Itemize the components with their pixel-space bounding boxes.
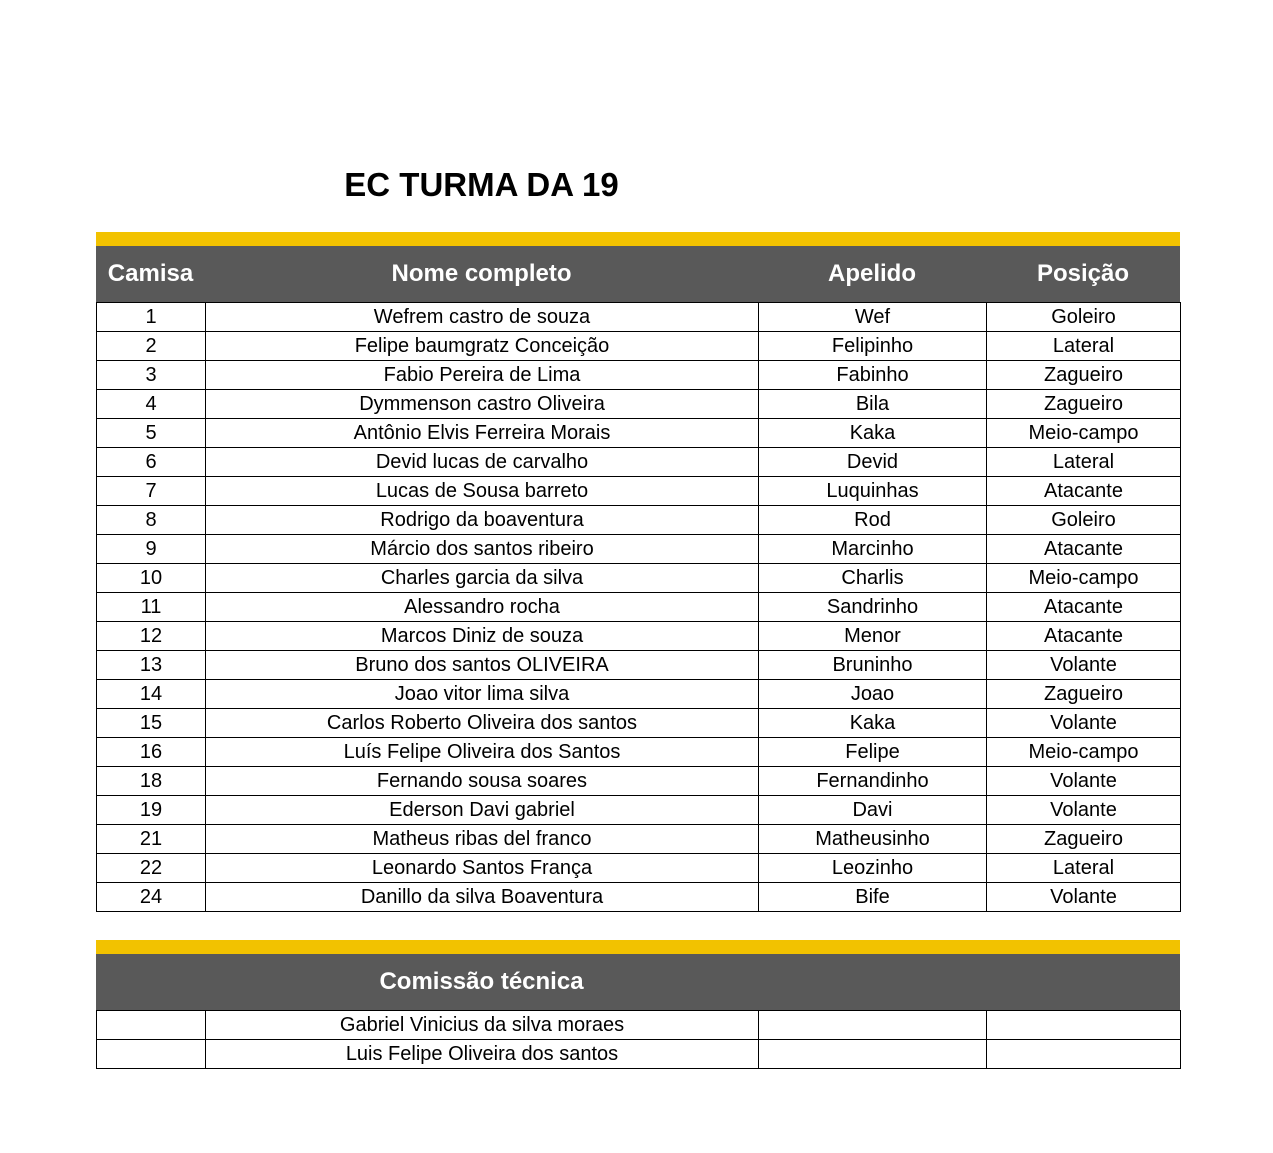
cell-nome-completo[interactable]: Fernando sousa soares: [206, 767, 759, 796]
cell-apelido[interactable]: Matheusinho: [759, 825, 987, 854]
cell-apelido[interactable]: [759, 1040, 987, 1069]
table-row: [97, 825, 1181, 854]
cell-camisa[interactable]: 5: [97, 419, 206, 448]
cell-posicao[interactable]: Zagueiro: [987, 825, 1181, 854]
staff-section: [96, 940, 1180, 1069]
cell-camisa[interactable]: 15: [97, 709, 206, 738]
cell-camisa[interactable]: 13: [97, 651, 206, 680]
cell-camisa[interactable]: 19: [97, 796, 206, 825]
cell-posicao[interactable]: [987, 1011, 1181, 1040]
header-posicao[interactable]: Posição: [1036, 260, 1130, 287]
cell-apelido[interactable]: Marcinho: [759, 535, 987, 564]
table-row: [97, 419, 1181, 448]
cell-camisa[interactable]: 4: [97, 390, 206, 419]
cell-apelido[interactable]: Sandrinho: [759, 593, 987, 622]
cell-posicao[interactable]: Goleiro: [987, 303, 1181, 332]
cell-posicao[interactable]: Zagueiro: [987, 680, 1181, 709]
table-row: [97, 680, 1181, 709]
cell-apelido[interactable]: Wef: [759, 303, 987, 332]
cell-nome-completo[interactable]: Márcio dos santos ribeiro: [206, 535, 759, 564]
cell-apelido[interactable]: Luquinhas: [759, 477, 987, 506]
cell-camisa[interactable]: 21: [97, 825, 206, 854]
cell-camisa[interactable]: 7: [97, 477, 206, 506]
cell-camisa[interactable]: 14: [97, 680, 206, 709]
table-row: [97, 883, 1181, 912]
cell-posicao[interactable]: Goleiro: [987, 506, 1181, 535]
table-row: [97, 477, 1181, 506]
table-row: [97, 1011, 1181, 1040]
cell-apelido[interactable]: Bruninho: [759, 651, 987, 680]
cell-posicao[interactable]: Atacante: [987, 535, 1181, 564]
cell-camisa[interactable]: [97, 1040, 206, 1069]
cell-apelido[interactable]: Bife: [759, 883, 987, 912]
table-row: [97, 709, 1181, 738]
cell-camisa[interactable]: 8: [97, 506, 206, 535]
cell-apelido[interactable]: Joao: [759, 680, 987, 709]
cell-camisa[interactable]: 6: [97, 448, 206, 477]
table-row: [97, 622, 1181, 651]
cell-apelido[interactable]: Bila: [759, 390, 987, 419]
cell-nome-completo[interactable]: Joao vitor lima silva: [206, 680, 759, 709]
staff-header-blank-4[interactable]: [986, 954, 1180, 1010]
cell-posicao[interactable]: Volante: [987, 651, 1181, 680]
cell-nome-completo[interactable]: Luis Felipe Oliveira dos santos: [206, 1040, 759, 1069]
cell-nome-completo[interactable]: Antônio Elvis Ferreira Morais: [206, 419, 759, 448]
cell-nome-completo[interactable]: Carlos Roberto Oliveira dos santos: [206, 709, 759, 738]
cell-apelido[interactable]: Fabinho: [759, 361, 987, 390]
table-row: [97, 303, 1181, 332]
cell-nome-completo[interactable]: Danillo da silva Boaventura: [206, 883, 759, 912]
roster-header-row: [96, 246, 1180, 302]
cell-nome-completo[interactable]: Marcos Diniz de souza: [206, 622, 759, 651]
table-row: [97, 1040, 1181, 1069]
header-camisa[interactable]: Camisa: [107, 260, 194, 287]
cell-nome-completo[interactable]: Felipe baumgratz Conceição: [206, 332, 759, 361]
cell-camisa[interactable]: 1: [97, 303, 206, 332]
roster-section: [96, 232, 1180, 912]
cell-apelido[interactable]: Rod: [759, 506, 987, 535]
header-nome-completo[interactable]: Nome completo: [391, 260, 572, 287]
cell-camisa[interactable]: 18: [97, 767, 206, 796]
cell-nome-completo[interactable]: Ederson Davi gabriel: [206, 796, 759, 825]
cell-camisa[interactable]: 24: [97, 883, 206, 912]
cell-posicao[interactable]: Lateral: [987, 448, 1181, 477]
cell-apelido[interactable]: Kaka: [759, 709, 987, 738]
cell-posicao[interactable]: Lateral: [987, 332, 1181, 361]
cell-camisa[interactable]: 10: [97, 564, 206, 593]
staff-heading[interactable]: Comissão técnica: [379, 968, 584, 995]
cell-camisa[interactable]: 22: [97, 854, 206, 883]
header-apelido[interactable]: Apelido: [828, 260, 916, 287]
table-row: [97, 651, 1181, 680]
roster-table: [96, 302, 1181, 912]
table-row: [97, 593, 1181, 622]
cell-posicao[interactable]: Volante: [987, 709, 1181, 738]
cell-posicao[interactable]: Volante: [987, 883, 1181, 912]
cell-nome-completo[interactable]: Leonardo Santos França: [206, 854, 759, 883]
roster-accent-bar: [96, 232, 1180, 246]
table-row: [97, 767, 1181, 796]
cell-posicao[interactable]: Meio-campo: [987, 419, 1181, 448]
cell-apelido[interactable]: Kaka: [759, 419, 987, 448]
cell-nome-completo[interactable]: Lucas de Sousa barreto: [206, 477, 759, 506]
cell-posicao[interactable]: Atacante: [987, 622, 1181, 651]
cell-apelido[interactable]: Felipinho: [759, 332, 987, 361]
cell-posicao[interactable]: Lateral: [987, 854, 1181, 883]
staff-accent-bar: [96, 940, 1180, 954]
cell-posicao[interactable]: Meio-campo: [987, 564, 1181, 593]
table-row: [97, 535, 1181, 564]
table-row: [97, 448, 1181, 477]
cell-posicao[interactable]: Zagueiro: [987, 361, 1181, 390]
cell-apelido[interactable]: Charlis: [759, 564, 987, 593]
table-row: [97, 332, 1181, 361]
cell-apelido[interactable]: Felipe: [759, 738, 987, 767]
cell-apelido[interactable]: Leozinho: [759, 854, 987, 883]
cell-camisa[interactable]: 3: [97, 361, 206, 390]
cell-posicao[interactable]: Atacante: [987, 593, 1181, 622]
cell-nome-completo[interactable]: Gabriel Vinicius da silva moraes: [206, 1011, 759, 1040]
cell-camisa[interactable]: 12: [97, 622, 206, 651]
cell-posicao[interactable]: Atacante: [987, 477, 1181, 506]
cell-nome-completo[interactable]: Wefrem castro de souza: [206, 303, 759, 332]
cell-apelido[interactable]: Fernandinho: [759, 767, 987, 796]
staff-header-row: [96, 954, 1180, 1010]
cell-nome-completo[interactable]: Matheus ribas del franco: [206, 825, 759, 854]
cell-camisa[interactable]: 9: [97, 535, 206, 564]
cell-nome-completo[interactable]: Charles garcia da silva: [206, 564, 759, 593]
cell-nome-completo[interactable]: Alessandro rocha: [206, 593, 759, 622]
cell-apelido[interactable]: Devid: [759, 448, 987, 477]
table-row: [97, 361, 1181, 390]
cell-camisa[interactable]: [97, 1011, 206, 1040]
cell-posicao[interactable]: [987, 1040, 1181, 1069]
sheet-title: EC TURMA DA 19: [344, 166, 619, 203]
staff-header-blank-1[interactable]: [96, 954, 205, 1010]
cell-camisa[interactable]: 16: [97, 738, 206, 767]
cell-posicao[interactable]: Volante: [987, 767, 1181, 796]
staff-header-blank-3[interactable]: [758, 954, 986, 1010]
cell-posicao[interactable]: Meio-campo: [987, 738, 1181, 767]
staff-table: [96, 1010, 1181, 1069]
table-row: [97, 390, 1181, 419]
cell-camisa[interactable]: 11: [97, 593, 206, 622]
cell-apelido[interactable]: Davi: [759, 796, 987, 825]
cell-apelido[interactable]: [759, 1011, 987, 1040]
table-row: [97, 564, 1181, 593]
table-row: [97, 506, 1181, 535]
cell-nome-completo[interactable]: Bruno dos santos OLIVEIRA: [206, 651, 759, 680]
cell-posicao[interactable]: Zagueiro: [987, 390, 1181, 419]
cell-nome-completo[interactable]: Dymmenson castro Oliveira: [206, 390, 759, 419]
cell-nome-completo[interactable]: Devid lucas de carvalho: [206, 448, 759, 477]
cell-posicao[interactable]: Volante: [987, 796, 1181, 825]
table-row: [97, 854, 1181, 883]
table-row: [97, 738, 1181, 767]
table-row: [97, 796, 1181, 825]
cell-nome-completo[interactable]: Fabio Pereira de Lima: [206, 361, 759, 390]
cell-camisa[interactable]: 2: [97, 332, 206, 361]
cell-nome-completo[interactable]: Rodrigo da boaventura: [206, 506, 759, 535]
cell-nome-completo[interactable]: Luís Felipe Oliveira dos Santos: [206, 738, 759, 767]
cell-apelido[interactable]: Menor: [759, 622, 987, 651]
